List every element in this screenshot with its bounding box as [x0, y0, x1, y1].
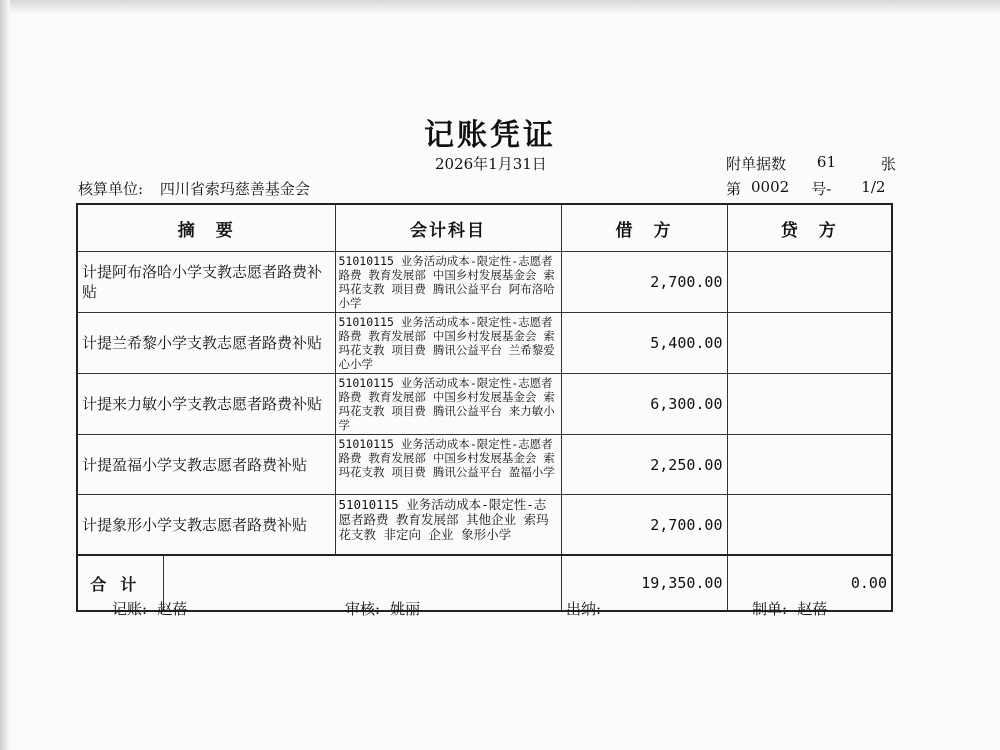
- voucher-number: [726, 178, 885, 199]
- row-account: 51010115 业务活动成本-限定性-志愿者路费 教育发展部 中国乡村发展基金会 索玛花支教 项目费 腾讯公益平台 兰希黎爱心小学: [335, 313, 561, 374]
- header-account: 会计科目: [335, 204, 561, 252]
- header-debit: 借 方: [561, 204, 727, 252]
- voucher-date: 2026年1月31日: [435, 155, 547, 173]
- total-label: 合计: [77, 555, 163, 611]
- voucher-no: 0002: [751, 178, 790, 196]
- row-account: 51010115 业务活动成本-限定性-志愿者路费 教育发展部 中国乡村发展基金会 索玛花支教 项目费 腾讯公益平台 来力敏小学: [335, 374, 561, 435]
- voucher-page: 1/2: [861, 178, 886, 196]
- row-credit: [727, 495, 892, 556]
- accounting-unit: [78, 178, 310, 199]
- reviewer-signature: [345, 598, 420, 619]
- table-row: [77, 374, 892, 435]
- bookkeeper-signature: [112, 598, 187, 619]
- row-debit: 2,700.00: [561, 495, 727, 556]
- cashier-signature: [566, 598, 611, 619]
- reviewer-name: 姚丽: [390, 600, 421, 618]
- total-credit: 0.00: [727, 555, 892, 611]
- voucher-suffix: 号-: [811, 180, 832, 198]
- row-debit: 2,250.00: [561, 435, 727, 495]
- accounting-unit-name: 四川省索玛慈善基金会: [159, 180, 310, 198]
- accounting-unit-label: 核算单位:: [78, 180, 144, 198]
- attachment-unit: 张: [881, 155, 897, 173]
- bookkeeper-label: 记账:: [112, 600, 148, 618]
- header-summary: 摘 要: [77, 204, 335, 252]
- row-credit: [727, 313, 892, 374]
- reviewer-label: 审核:: [345, 600, 381, 618]
- preparer-signature: [752, 598, 827, 619]
- row-debit: 6,300.00: [561, 374, 727, 435]
- row-summary: 计提来力敏小学支教志愿者路费补贴: [77, 374, 335, 435]
- attachment-count: [726, 153, 896, 174]
- scan-edge-top: [0, 0, 1000, 14]
- preparer-label: 制单:: [752, 600, 788, 618]
- cashier-label: 出纳:: [566, 600, 602, 618]
- table-row: [77, 495, 892, 556]
- total-debit: 19,350.00: [561, 555, 727, 611]
- voucher-title: 记账凭证: [424, 118, 556, 153]
- row-account: 51010115 业务活动成本-限定性-志愿者路费 教育发展部 其他企业 索玛花支教 非定向 企业 象形小学: [335, 495, 561, 556]
- voucher-prefix: 第: [726, 180, 742, 198]
- table-row: [77, 252, 892, 313]
- row-credit: [727, 374, 892, 435]
- row-debit: 2,700.00: [561, 252, 727, 313]
- table-header-row: [77, 204, 892, 252]
- table-row: [77, 435, 892, 495]
- row-summary: 计提象形小学支教志愿者路费补贴: [77, 495, 335, 556]
- attachment-number: 61: [816, 153, 837, 171]
- row-debit: 5,400.00: [561, 313, 727, 374]
- row-account: 51010115 业务活动成本-限定性-志愿者路费 教育发展部 中国乡村发展基金会 索玛花支教 项目费 腾讯公益平台 盈福小学: [335, 435, 561, 495]
- row-account: 51010115 业务活动成本-限定性-志愿者路费 教育发展部 中国乡村发展基金会 索玛花支教 项目费 腾讯公益平台 阿布洛哈小学: [335, 252, 561, 313]
- attachment-label: 附单据数: [726, 155, 787, 173]
- row-credit: [727, 252, 892, 313]
- row-summary: 计提兰希黎小学支教志愿者路费补贴: [77, 313, 335, 374]
- bookkeeper-name: 赵蓓: [157, 600, 188, 618]
- row-summary: 计提阿布洛哈小学支教志愿者路费补贴: [77, 252, 335, 313]
- row-summary: 计提盈福小学支教志愿者路费补贴: [77, 435, 335, 495]
- voucher-table: [76, 203, 893, 612]
- row-credit: [727, 435, 892, 495]
- header-credit: 贷 方: [727, 204, 892, 252]
- table-row: [77, 313, 892, 374]
- preparer-name: 赵蓓: [797, 600, 828, 618]
